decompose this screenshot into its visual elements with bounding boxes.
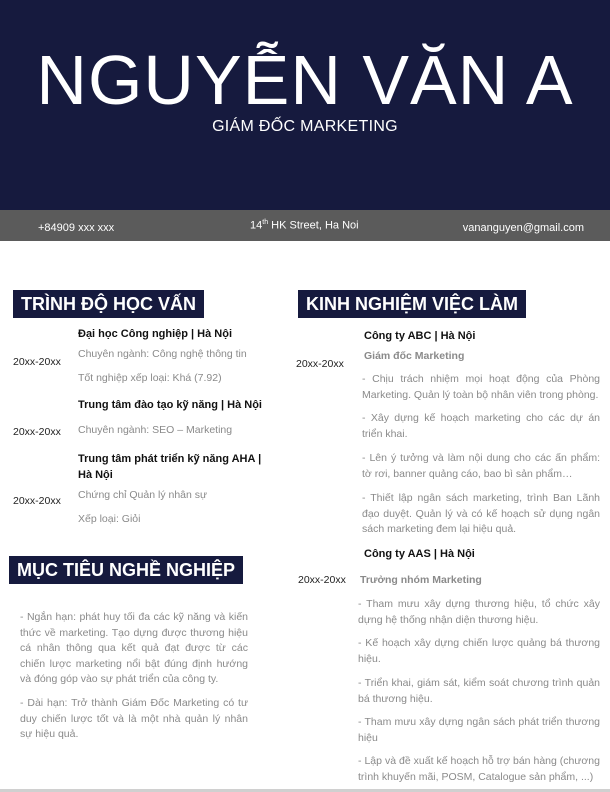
job-company-2: Công ty AAS | Hà Nội	[364, 548, 475, 560]
job-duty-2-1: - Tham mưu xây dựng thương hiệu, tổ chức xây dựng hệ thống nhận diện thương hiệu.	[358, 598, 600, 626]
edu-detail-2a: Chuyên ngành: SEO – Marketing	[78, 424, 233, 436]
job-duty-2-4: - Tham mưu xây dựng ngân sách phát triển thương hiệu	[358, 716, 600, 744]
phone-number: +84909 xxx xxx	[38, 222, 115, 234]
address	[250, 219, 359, 232]
job-role-1: Giám đốc Marketing	[364, 350, 465, 362]
job-duty-1-2: - Xây dựng kế hoạch marketing cho các dự án triển khai.	[362, 412, 600, 440]
edu-org-1: Đại học Công nghiệp | Hà Nội	[78, 328, 233, 340]
edu-org-3a: Trung tâm phát triển kỹ năng AHA |	[78, 453, 262, 465]
edu-detail-3b: Xếp loại: Giỏi	[78, 513, 141, 525]
education-heading: TRÌNH ĐỘ HỌC VẤN	[13, 290, 204, 318]
job-date-1: 20xx-20xx	[296, 358, 344, 370]
edu-org-2: Trung tâm đào tạo kỹ năng | Hà Nội	[78, 399, 262, 411]
objective-short-term: - Ngắn hạn: phát huy tối đa các kỹ năng và kiến thức về marketing. Tạo dựng được thương hiệu cá nhân thông qua kết quả đạt được từ các chiến lược marketing nổi bật đúng định hướng và đóng góp vào sự phát triển của công ty.	[20, 611, 248, 685]
objective-long-term: - Dài hạn: Trở thành Giám Đốc Marketing có tư duy chiến lược tốt và là một nhà quản lý nhân sự hiệu quả.	[20, 697, 248, 740]
candidate-title: GIÁM ĐỐC MARKETING	[212, 118, 398, 135]
job-role-2: Trưởng nhóm Marketing	[360, 574, 482, 586]
job-duty-1-3: - Lên ý tưởng và làm nội dung cho các ấn phẩm: tờ rơi, banner quảng cáo, bao bì sản phẩm…	[362, 452, 600, 480]
job-duty-1-1: - Chịu trách nhiệm mọi hoạt động của Phòng Marketing. Quản lý toàn bộ nhân viên trong phòng.	[362, 373, 600, 401]
experience-heading: KINH NGHIỆM VIỆC LÀM	[298, 290, 526, 318]
job-duty-2-5: - Lập và đề xuất kế hoạch hỗ trợ bán hàng (chương trình khuyến mãi, POSM, Catalogue sản phẩm, ...)	[358, 755, 600, 783]
job-company-1: Công ty ABC | Hà Nội	[364, 330, 476, 342]
job-duty-1-4: - Thiết lập ngân sách marketing, trình Ban Lãnh đạo duyệt. Quản lý và có kế hoạch sử dụng ngân sách marketing đem lại hiệu quả.	[362, 492, 600, 535]
edu-org-3b: Hà Nội	[78, 469, 113, 481]
contact-bar	[0, 210, 610, 241]
edu-date-3: 20xx-20xx	[13, 495, 61, 507]
objective-heading: MỤC TIÊU NGHỀ NGHIỆP	[9, 556, 243, 584]
edu-detail-1b: Tốt nghiệp xếp loại: Khá (7.92)	[78, 372, 222, 384]
edu-date-2: 20xx-20xx	[13, 426, 61, 438]
edu-detail-3a: Chứng chỉ Quản lý nhân sự	[78, 489, 208, 501]
header-banner	[0, 0, 610, 210]
edu-date-1: 20xx-20xx	[13, 356, 61, 368]
email-address: vananguyen@gmail.com	[462, 222, 584, 234]
candidate-name: NGUYỄN VĂN A	[36, 41, 574, 119]
edu-detail-1a: Chuyên ngành: Công nghệ thông tin	[78, 348, 247, 360]
address-number: 14	[250, 219, 263, 232]
address-street: HK Street, Ha Noi	[268, 219, 359, 232]
job-duty-2-2: - Kế hoạch xây dựng chiến lược quảng bá thương hiệu.	[358, 637, 600, 665]
job-date-2: 20xx-20xx	[298, 574, 346, 586]
job-duty-2-3: - Triển khai, giám sát, kiểm soát chương trình quản bá thương hiệu.	[358, 677, 600, 705]
address-suffix: th	[262, 219, 269, 226]
